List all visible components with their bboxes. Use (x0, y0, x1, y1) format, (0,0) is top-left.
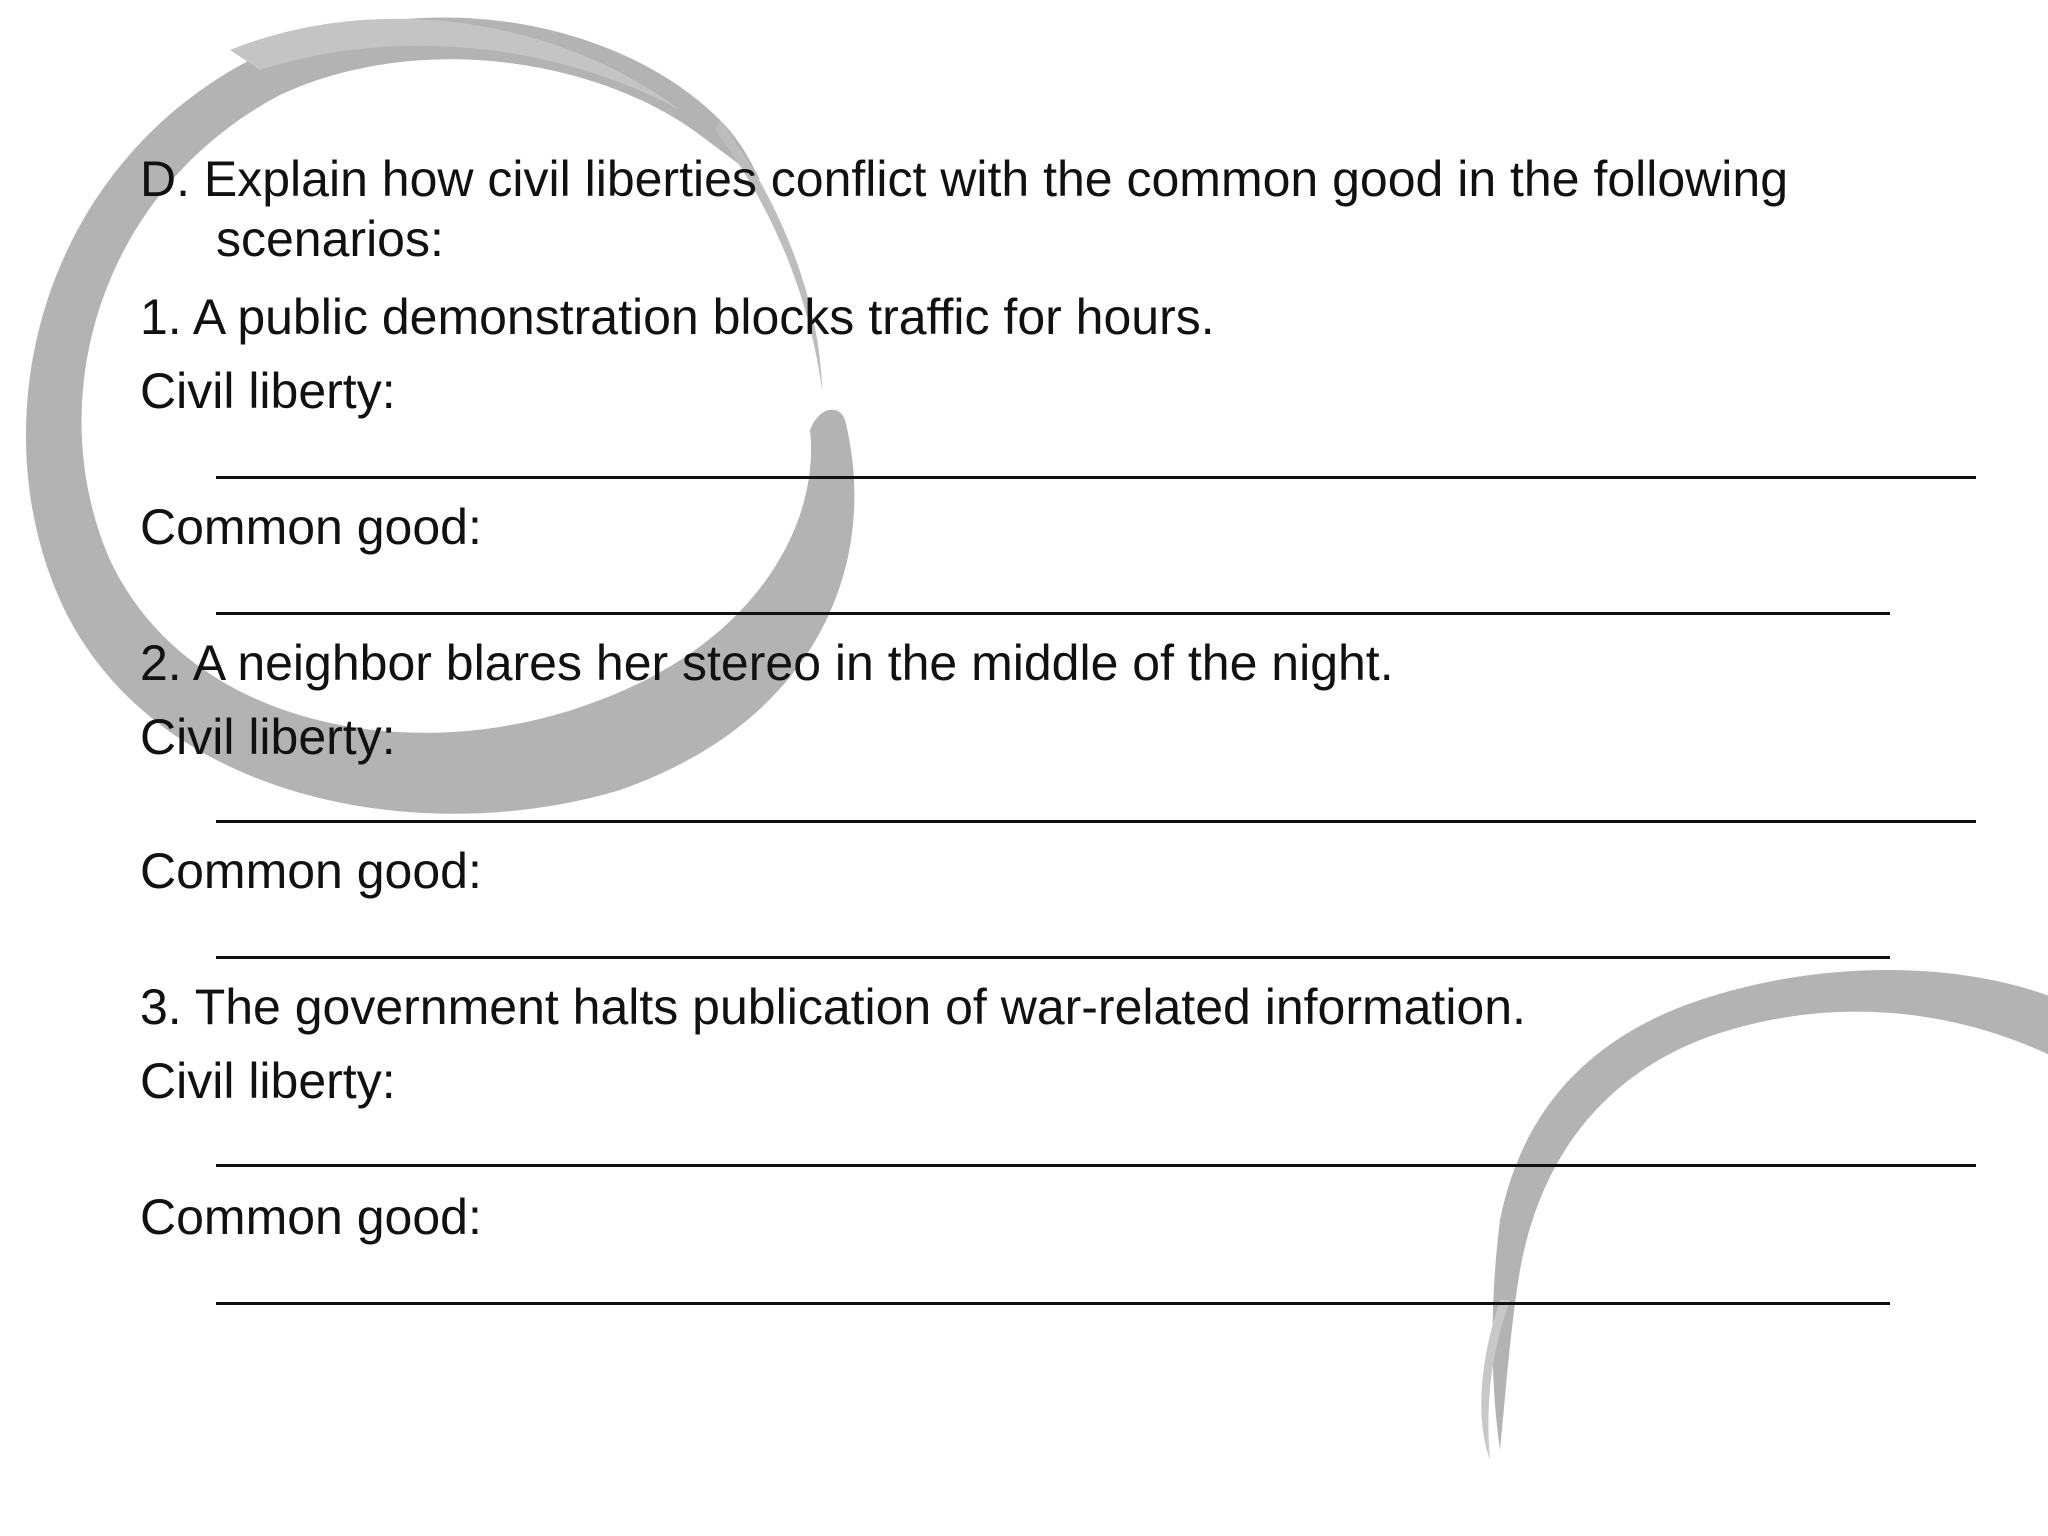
instructions-line-2: scenarios: (216, 211, 444, 267)
scenario-2-prompt: 2. A neighbor blares her stereo in the middle of the night. (140, 635, 1394, 691)
scenario-3-civil-liberty-answer-line[interactable] (216, 1164, 1976, 1167)
scenario-2-common-good-label: Common good: (140, 843, 482, 899)
scenario-3-common-good-answer-line[interactable] (216, 1302, 1890, 1305)
instructions-line-1: D. Explain how civil liberties conflict with the common good in the following (140, 151, 1788, 207)
scenario-3-civil-liberty-label: Civil liberty: (140, 1053, 396, 1109)
scenario-1-common-good-label: Common good: (140, 499, 482, 555)
scenario-1-common-good-answer-line[interactable] (216, 612, 1890, 615)
scenario-2-civil-liberty-answer-line[interactable] (216, 820, 1976, 823)
scenario-1-civil-liberty-label: Civil liberty: (140, 363, 396, 419)
scenario-2-common-good-answer-line[interactable] (216, 956, 1890, 959)
scenario-3-common-good-label: Common good: (140, 1189, 482, 1245)
scenario-2-civil-liberty-label: Civil liberty: (140, 709, 396, 765)
scenario-1-civil-liberty-answer-line[interactable] (216, 476, 1976, 479)
scenario-3-prompt: 3. The government halts publication of war-related information. (140, 979, 1526, 1035)
scenario-1-prompt: 1. A public demonstration blocks traffic for hours. (140, 289, 1215, 345)
